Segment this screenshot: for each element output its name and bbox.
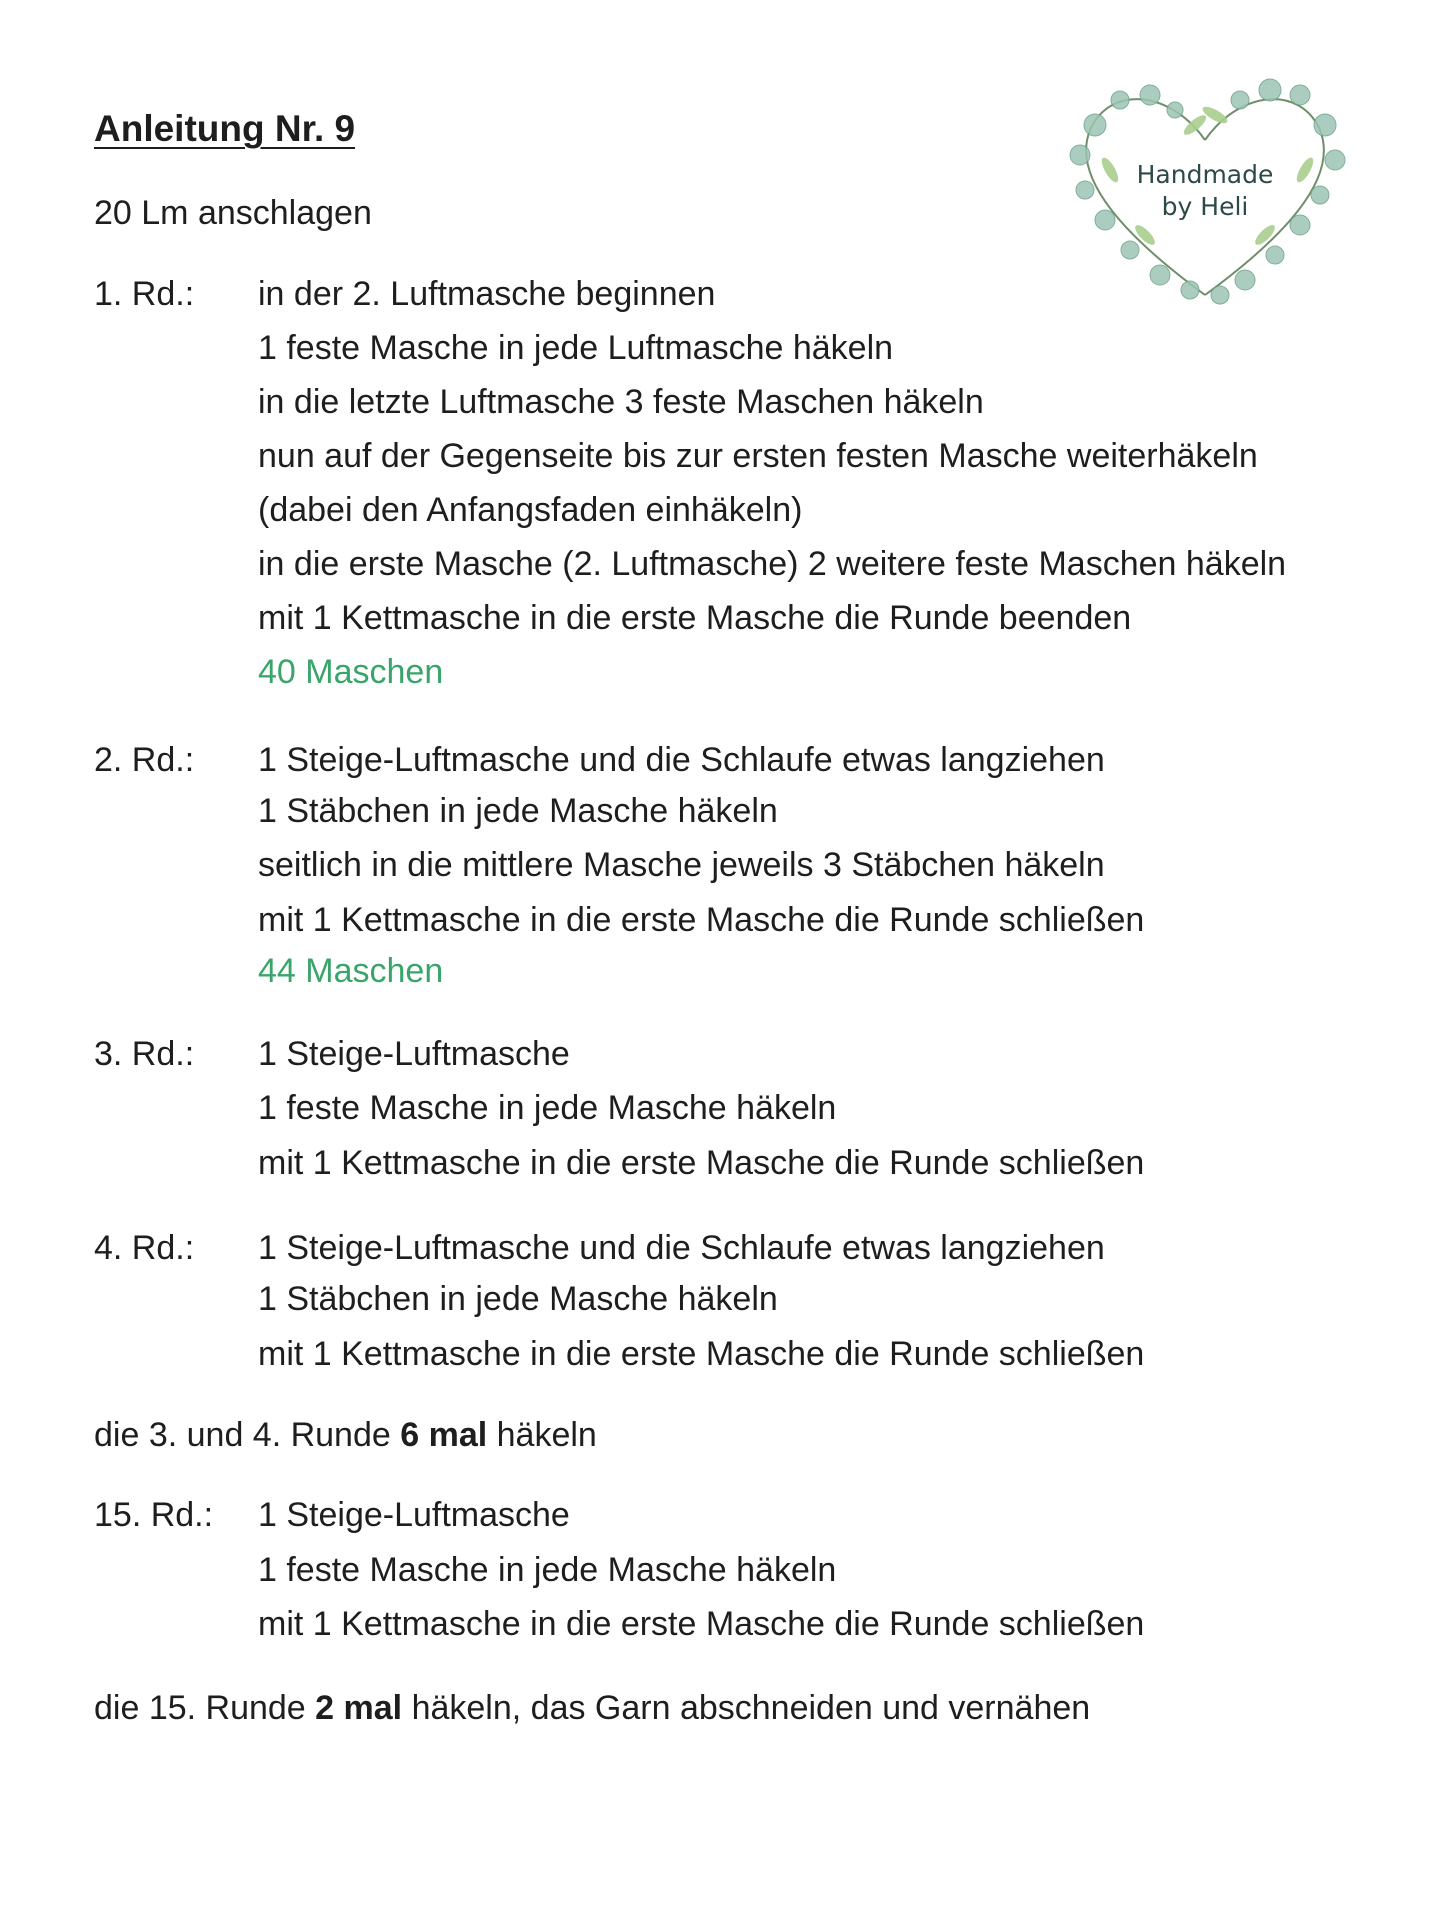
instruction-line: 1 Steige-Luftmasche und die Schlaufe etwas langziehen xyxy=(258,741,1105,779)
instruction-line: in der 2. Luftmasche beginnen xyxy=(258,275,716,313)
instruction-line: 1 feste Masche in jede Masche häkeln xyxy=(258,1089,837,1127)
page-title: Anleitung Nr. 9 xyxy=(94,108,356,149)
instruction-line: 1 Stäbchen in jede Masche häkeln xyxy=(258,1280,778,1318)
round-label: 4. Rd.: xyxy=(94,1229,195,1267)
repeat-note-text: häkeln, das Garn abschneiden und vernähen xyxy=(402,1689,1091,1727)
repeat-note-text: häkeln xyxy=(487,1416,597,1454)
instruction-line: mit 1 Kettmasche in die erste Masche die Runde beenden xyxy=(258,599,1132,637)
repeat-count: 6 mal xyxy=(400,1416,488,1454)
stitch-count: 44 Maschen xyxy=(258,952,444,990)
instruction-line: mit 1 Kettmasche in die erste Masche die Runde schließen xyxy=(258,901,1145,939)
instruction-line: (dabei den Anfangsfaden einhäkeln) xyxy=(258,491,803,529)
round-label: 3. Rd.: xyxy=(94,1035,195,1073)
instruction-line: in die letzte Luftmasche 3 feste Maschen häkeln xyxy=(258,383,984,421)
repeat-count: 2 mal xyxy=(315,1689,403,1727)
instruction-line: mit 1 Kettmasche in die erste Masche die Runde schließen xyxy=(258,1605,1145,1643)
repeat-note-text: die 3. und 4. Runde xyxy=(94,1416,401,1454)
logo-text-line2: by Heli xyxy=(1161,192,1249,221)
instruction-line: 1 Steige-Luftmasche und die Schlaufe etwas langziehen xyxy=(258,1229,1105,1267)
repeat-note xyxy=(94,1688,1090,1728)
instruction-line: 1 Steige-Luftmasche xyxy=(258,1035,570,1073)
instruction-line: mit 1 Kettmasche in die erste Masche die Runde schließen xyxy=(258,1335,1145,1373)
instruction-line: nun auf der Gegenseite bis zur ersten festen Masche weiterhäkeln xyxy=(258,437,1258,475)
instruction-line: 1 feste Masche in jede Masche häkeln xyxy=(258,1551,837,1589)
repeat-note xyxy=(94,1415,597,1455)
round-label: 15. Rd.: xyxy=(94,1496,214,1534)
round-label: 2. Rd.: xyxy=(94,741,195,779)
repeat-note-text: die 15. Runde xyxy=(94,1689,316,1727)
instruction-line: 1 feste Masche in jede Luftmasche häkeln xyxy=(258,329,894,367)
stitch-count: 40 Maschen xyxy=(258,653,444,691)
instruction-line: seitlich in die mittlere Masche jeweils 3 Stäbchen häkeln xyxy=(258,846,1105,884)
handmade-by-heli-logo xyxy=(1050,70,1360,320)
round-label: 1. Rd.: xyxy=(94,275,195,313)
instruction-line: 1 Stäbchen in jede Masche häkeln xyxy=(258,792,778,830)
logo-text-line1: Handmade xyxy=(1136,160,1274,189)
intro-text: 20 Lm anschlagen xyxy=(94,194,372,232)
instruction-line: in die erste Masche (2. Luftmasche) 2 weitere feste Maschen häkeln xyxy=(258,545,1287,583)
instruction-line: 1 Steige-Luftmasche xyxy=(258,1496,570,1534)
instruction-line: mit 1 Kettmasche in die erste Masche die Runde schließen xyxy=(258,1144,1145,1182)
